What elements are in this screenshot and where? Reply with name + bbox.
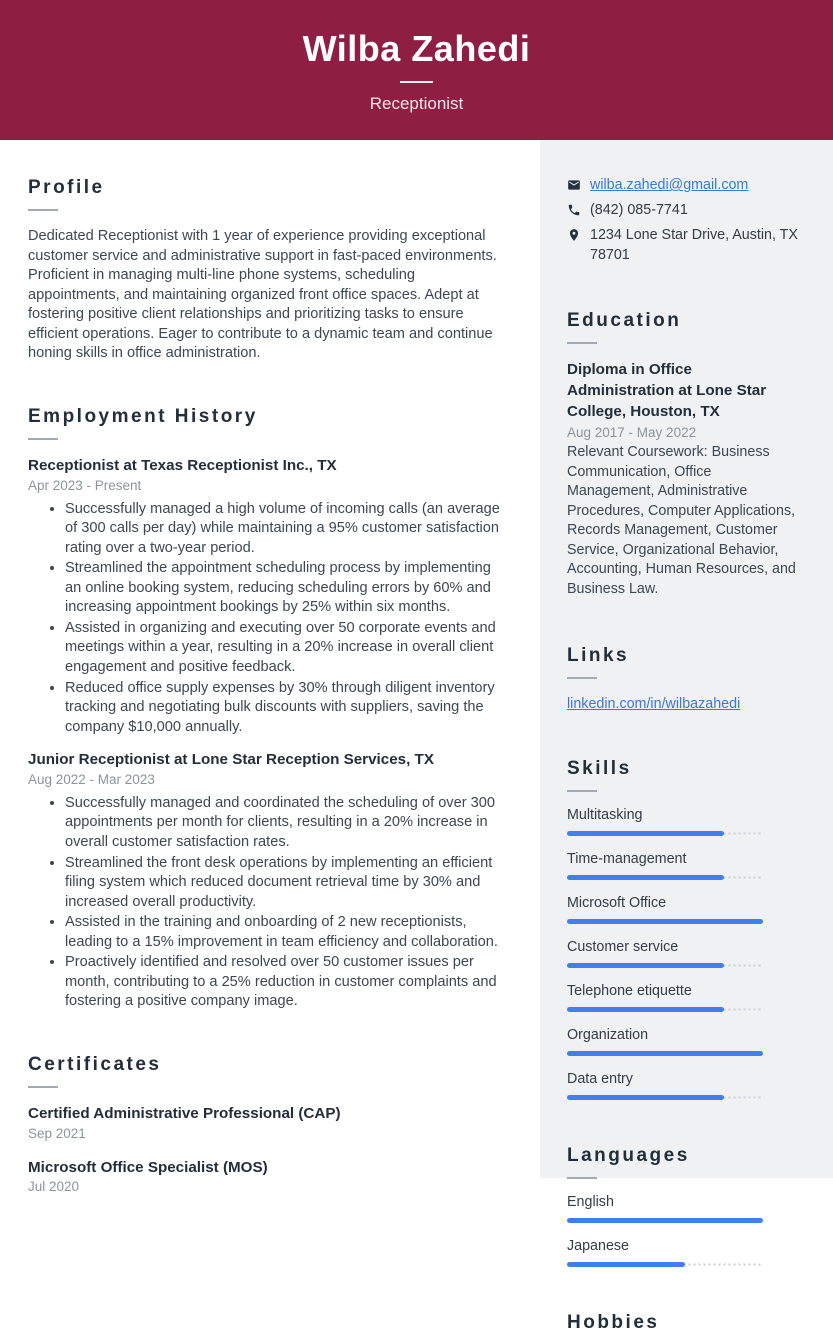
skill-name: Telephone etiquette: [567, 982, 692, 999]
skill-bar-fill: [567, 831, 724, 836]
skill-item: [567, 1027, 800, 1056]
skill-bar: [567, 919, 763, 924]
profile-text: Dedicated Receptionist with 1 year of experience providing exceptional customer service and administrative support in fast-paced environments. Proficient in managing multi-line phone systems, scheduling appointments, and maintaining organized front office spaces. Adept at fostering positive client relationships and prioritizing tasks to ensure efficient operations. Eager to contribute to a dynamic team and continue honing skills in office administration.: [28, 228, 497, 362]
link-row: [567, 695, 800, 713]
section-divider: [28, 438, 58, 440]
certificate-entry: [28, 1104, 510, 1141]
skill-item: [567, 983, 800, 1012]
job-bullet-list: [28, 794, 510, 1012]
bullet-item: • Assisted in the training and onboarding of 2 new receptionists, leading to a 15% improvement in team efficiency and collaboration.: [65, 913, 510, 952]
section-divider: [567, 342, 597, 344]
skill-bar-fill: [567, 875, 724, 880]
contact-email-row: [567, 175, 800, 195]
section-divider: [28, 209, 58, 211]
job-bullet-list: [28, 500, 510, 738]
certificate-date: Sep 2021: [28, 1125, 86, 1141]
section-certificates: [28, 1054, 510, 1195]
job-title: Receptionist at Texas Receptionist Inc., TX: [28, 456, 337, 474]
profile-heading: Profile: [28, 177, 105, 198]
skill-name: Time-management: [567, 850, 687, 867]
language-bar-fill: [567, 1262, 685, 1267]
bullet-item: • Successfully managed a high volume of incoming calls (an average of 300 calls per day) while maintaining a 95% customer satisfaction rating over a two-year period.: [65, 500, 510, 559]
section-employment-history: [28, 406, 510, 1012]
language-bar-fill: [567, 1218, 763, 1223]
section-divider: [567, 1177, 597, 1179]
email-icon: [567, 178, 581, 195]
skill-bar-fill: [567, 919, 763, 924]
linkedin-link[interactable]: linkedin.com/in/wilbazahedi: [567, 695, 741, 712]
bullet-item: • Streamlined the front desk operations by implementing an efficient filing system which reduced document retrieval time by 30% and increased overall productivity.: [65, 854, 510, 913]
resume-header: [0, 0, 833, 140]
certificate-title: Certified Administrative Professional (CAP): [28, 1104, 341, 1122]
skill-item: [567, 939, 800, 968]
header-divider: [400, 81, 433, 83]
bullet-item: • Successfully managed and coordinated the scheduling of over 300 appointments per month for clients, resulting in a 20% increase in overall customer satisfaction rates.: [65, 794, 510, 853]
skill-name: Microsoft Office: [567, 894, 667, 911]
skill-item: [567, 807, 800, 836]
contact-address-row: [567, 225, 800, 265]
skill-bar: [567, 963, 763, 968]
education-dates: Aug 2017 - May 2022: [567, 424, 697, 440]
section-languages: [567, 1145, 800, 1267]
section-skills: [567, 758, 800, 1100]
certificate-title: Microsoft Office Specialist (MOS): [28, 1158, 268, 1176]
section-hobbies: [567, 1312, 800, 1334]
candidate-job-title: Receptionist: [369, 93, 464, 113]
sidebar-column: [540, 140, 833, 1333]
certificates-heading: Certificates: [28, 1053, 162, 1075]
phone-icon: [567, 203, 581, 220]
skill-name: Organization: [567, 1026, 649, 1043]
education-heading: Education: [567, 310, 682, 332]
job-entry: [28, 456, 510, 737]
candidate-name: Wilba Zahedi: [302, 27, 531, 69]
skill-item: [567, 1071, 800, 1100]
language-bar: [567, 1262, 763, 1267]
bullet-item: • Streamlined the appointment scheduling process by implementing an online booking system, reducing scheduling errors by 60% and increasing appointment bookings by 25% within six months.: [65, 559, 510, 618]
bullet-item: • Reduced office supply expenses by 30% through diligent inventory tracking and negotiating bulk discounts with suppliers, saving the company $10,000 annually.: [65, 679, 510, 738]
section-links: [567, 645, 800, 713]
language-item: [567, 1238, 800, 1267]
skill-bar-fill: [567, 1095, 724, 1100]
language-name: Japanese: [567, 1237, 630, 1254]
skill-bar-fill: [567, 1007, 724, 1012]
job-dates: Aug 2022 - Mar 2023: [28, 771, 155, 787]
certificate-date: Jul 2020: [28, 1179, 80, 1195]
job-dates: Apr 2023 - Present: [28, 477, 142, 493]
language-bar: [567, 1218, 763, 1223]
bullet-item: • Proactively identified and resolved over 50 customer issues per month, contributing to a 25% reduction in customer complaints and fostering a positive company image.: [65, 953, 510, 1012]
bullet-item: • Assisted in organizing and executing over 50 corporate events and meetings within a year, resulting in a 20% increase in overall client engagement and positive feedback.: [65, 619, 510, 678]
education-degree: Diploma in Office Administration at Lone Star College, Houston, TX: [567, 361, 767, 420]
address-text: 1234 Lone Star Drive, Austin, TX 78701: [590, 227, 798, 264]
certificate-entry: [28, 1158, 510, 1195]
job-title: Junior Receptionist at Lone Star Reception Services, TX: [28, 751, 434, 769]
contact-phone-row: [567, 200, 800, 220]
section-education: [567, 310, 800, 600]
skills-heading: Skills: [567, 757, 632, 779]
skill-bar: [567, 1095, 763, 1100]
location-icon: [567, 228, 581, 265]
skill-item: [567, 851, 800, 880]
skill-bar: [567, 1007, 763, 1012]
skill-name: Multitasking: [567, 806, 643, 823]
skill-item: [567, 895, 800, 924]
email-link[interactable]: wilba.zahedi@gmail.com: [590, 177, 749, 193]
skill-name: Customer service: [567, 938, 679, 955]
languages-heading: Languages: [567, 1144, 690, 1166]
skill-bar: [567, 1051, 763, 1056]
contact-block: [567, 175, 800, 265]
skill-name: Data entry: [567, 1070, 633, 1087]
section-divider: [567, 790, 597, 792]
skill-bar-fill: [567, 963, 724, 968]
language-name: English: [567, 1193, 614, 1210]
main-column: [0, 140, 540, 1195]
language-item: [567, 1194, 800, 1223]
employment-history-heading: Employment History: [28, 405, 258, 427]
phone-number: (842) 085-7741: [590, 202, 688, 219]
skill-bar: [567, 875, 763, 880]
hobbies-heading: Hobbies: [567, 1311, 660, 1333]
skill-bar: [567, 831, 763, 836]
links-heading: Links: [567, 644, 630, 666]
section-divider: [567, 677, 597, 679]
resume-body: [0, 140, 833, 1333]
education-description: Relevant Coursework: Business Communication, Office Management, Administrative Procedures, Computer Applications, Records Management, Customer Service, Organizational Behavior, Accounting, Human Resources, and Business Law.: [567, 443, 796, 598]
section-divider: [28, 1086, 58, 1088]
job-entry: [28, 750, 510, 1012]
skill-bar-fill: [567, 1051, 763, 1056]
section-profile: [28, 177, 510, 364]
